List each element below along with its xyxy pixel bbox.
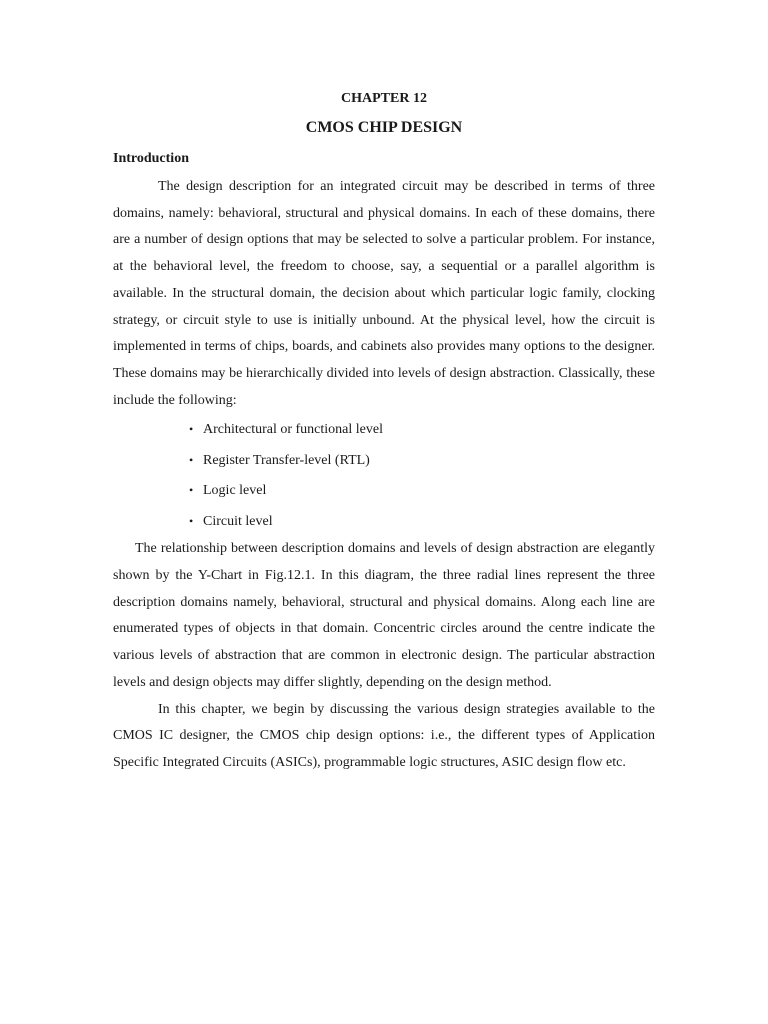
paragraph-intro: The design description for an integrated circuit may be described in terms of three domains, namely: behavioral, structural and physical domains. In each of these domains, there are a number of design options that may be selected to solve a particular problem. For instance, at the behavioral level, the freedom to choose, say, a sequential or a parallel algorithm is available. In the structural domain, the decision about which particular logic family, clocking strategy, or circuit style to use is initially unbound. At the physical level, how the circuit is implemented in terms of chips, boards, and cabinets also provides many options to the designer. These domains may be hierarchically divided into levels of design abstraction. Classically, these include the following: bbox=[113, 179, 655, 408]
bullet-icon: • bbox=[189, 483, 194, 498]
paragraph-y-chart: The relationship between description domains and levels of design abstraction are elegantly shown by the Y-Chart in Fig.12.1. In this diagram, the three radial lines represent the three description domains namely, behavioral, structural and physical domains. Along each line are enumerated types of objects in that domain. Concentric circles around the centre indicate the various levels of abstraction that are common in electronic design. The particular abstraction levels and design objects may differ slightly, depending on the design method. bbox=[113, 541, 655, 690]
bullet-icon: • bbox=[189, 422, 194, 437]
document-page bbox=[113, 88, 655, 777]
list-item bbox=[189, 475, 655, 506]
paragraph-chapter-overview: In this chapter, we begin by discussing the various design strategies available to the CMOS IC designer, the CMOS chip design options: i.e., the different types of Application Specific Integrated Circuits (ASICs), programmable logic structures, ASIC design flow etc. bbox=[113, 701, 655, 770]
list-item bbox=[189, 506, 655, 537]
list-item-label: Circuit level bbox=[203, 513, 273, 529]
list-item bbox=[189, 414, 655, 445]
list-item bbox=[189, 445, 655, 476]
list-item-label: Architectural or functional level bbox=[203, 422, 383, 438]
bullet-icon: • bbox=[189, 452, 194, 467]
abstraction-levels-list bbox=[113, 414, 655, 536]
section-heading-introduction: Introduction bbox=[113, 151, 189, 166]
bullet-icon: • bbox=[189, 513, 194, 528]
list-item-label: Logic level bbox=[203, 483, 267, 499]
list-item-label: Register Transfer-level (RTL) bbox=[203, 452, 370, 468]
chapter-label: CHAPTER 12 bbox=[341, 91, 427, 106]
chapter-title: CMOS CHIP DESIGN bbox=[305, 119, 463, 136]
